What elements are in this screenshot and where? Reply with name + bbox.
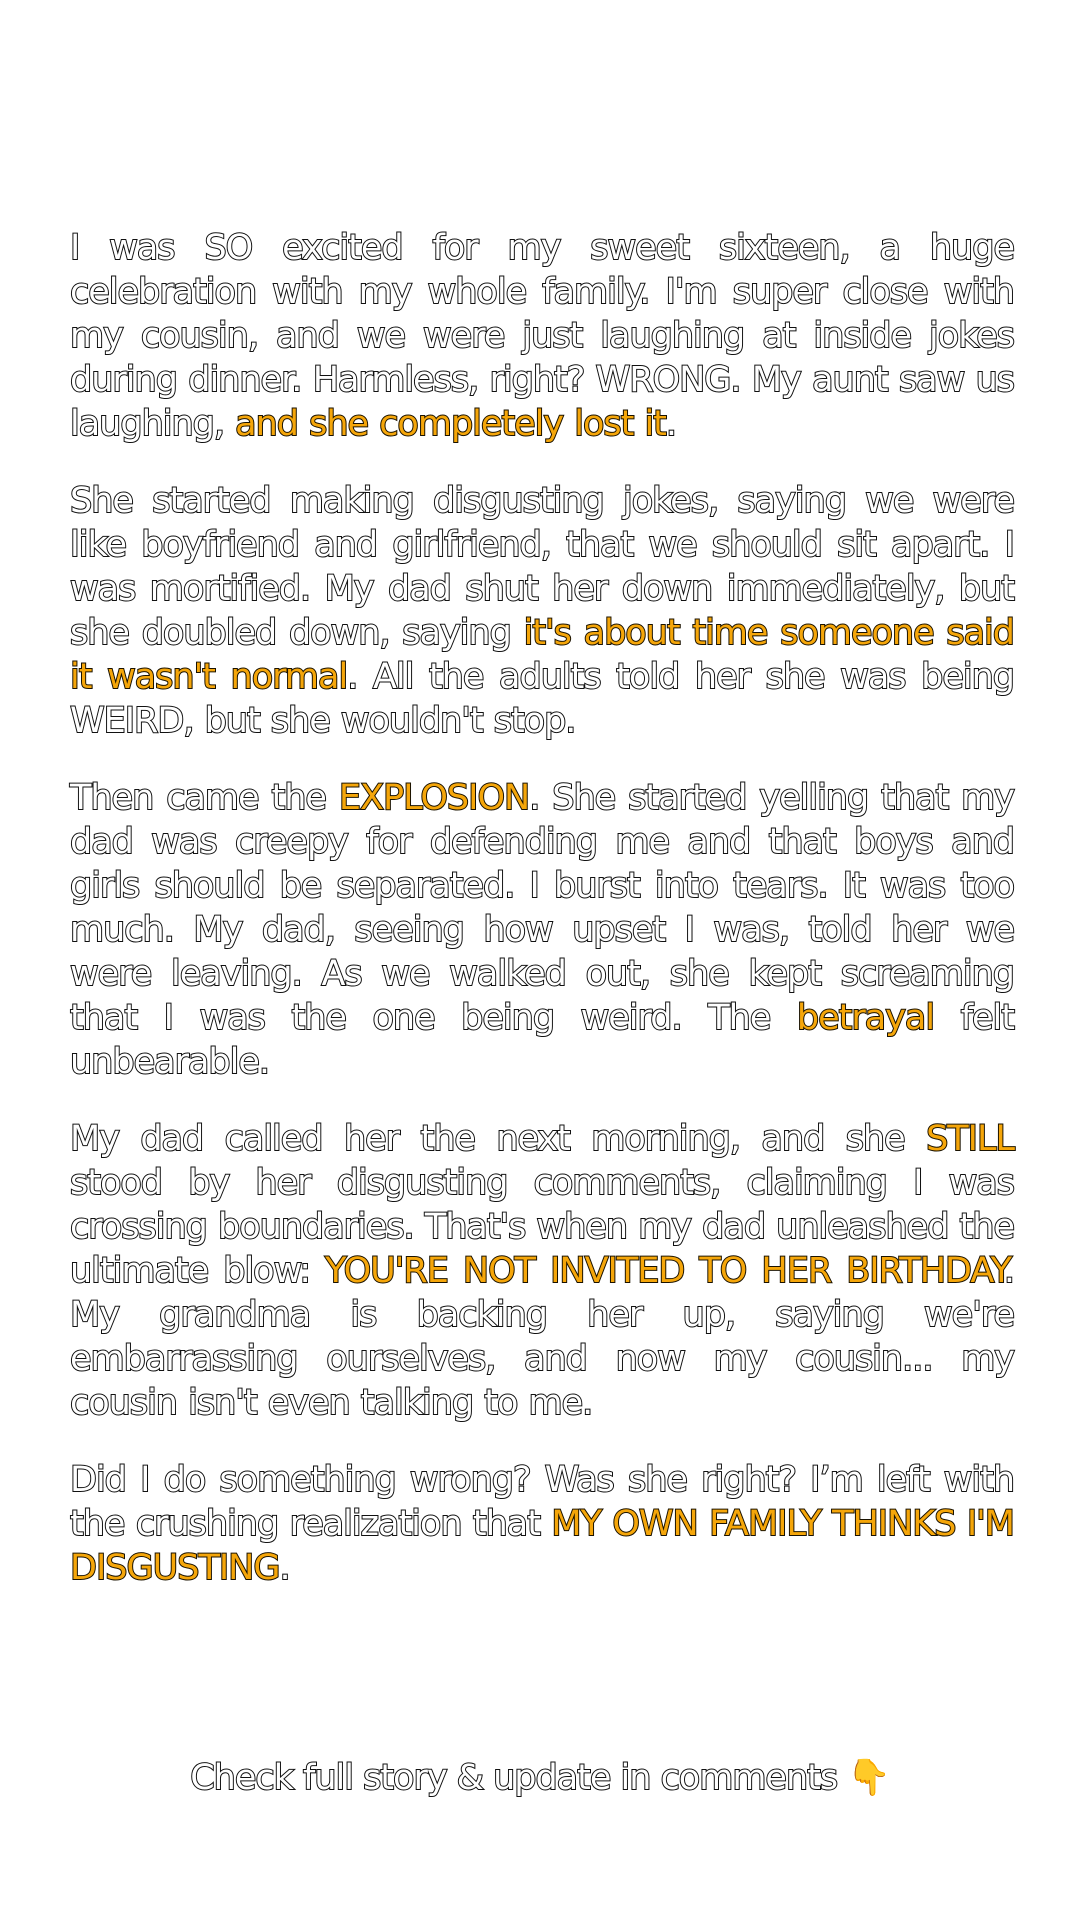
story-text: Then came the [70, 778, 339, 818]
story-text: Did I do something wrong? Was she right? I’m left with the crushing realization that [70, 1460, 1014, 1544]
story-text: My dad called her the next morning, and she [70, 1119, 927, 1159]
story-text: . She started yelling that my dad was creepy for defending me and that boys and girls should be separated. I burst into tears. It was too much. My dad, seeing how upset I was, told her we were leaving. As we walked out, she kept screaming that I was the one being weird. The [70, 778, 1014, 1038]
highlighted-phrase: MY OWN FAMILY THINKS I'M DISGUSTING [70, 1504, 1014, 1588]
highlighted-phrase: betrayal [796, 998, 935, 1038]
story-paragraph [70, 1117, 1014, 1425]
highlighted-phrase: YOU'RE NOT INVITED TO HER BIRTHDAY [325, 1251, 1004, 1291]
story-paragraph [70, 1458, 1014, 1590]
story-paragraph [70, 226, 1014, 446]
highlighted-phrase: and she completely lost it [235, 404, 666, 444]
highlighted-phrase: EXPLOSION [338, 778, 530, 818]
story-text: . [279, 1548, 290, 1588]
comments-cta-text: Check full story & update in comments 👇 [190, 1758, 890, 1798]
story-text: felt unbearable. [70, 998, 1014, 1082]
highlighted-phrase: it's about time someone said it wasn't normal [70, 613, 1014, 697]
story-text: She started making disgusting jokes, saying we were like boyfriend and girlfriend, that we should sit apart. I was mortified. My dad shut her down immediately, but she doubled down, saying [70, 481, 1014, 653]
story-text: I was SO excited for my sweet sixteen, a huge celebration with my whole family. I'm super close with my cousin, and we were just laughing at inside jokes during dinner. Harmless, right? WRONG. My aunt saw us laughing, [70, 228, 1014, 444]
story-paragraph [70, 479, 1014, 743]
story-text: . [665, 404, 677, 444]
story-body [70, 226, 1014, 1590]
story-text: . My grandma is backing her up, saying we're embarrassing ourselves, and now my cousin... my cousin isn't even talking to me. [70, 1251, 1014, 1423]
story-text: stood by her disgusting comments, claiming I was crossing boundaries. That's when my dad unleashed the ultimate blow: [70, 1163, 1014, 1291]
story-text: . All the adults told her she was being WEIRD, but she wouldn't stop. [70, 657, 1015, 741]
highlighted-phrase: STILL [926, 1119, 1014, 1159]
story-paragraph [70, 776, 1014, 1084]
